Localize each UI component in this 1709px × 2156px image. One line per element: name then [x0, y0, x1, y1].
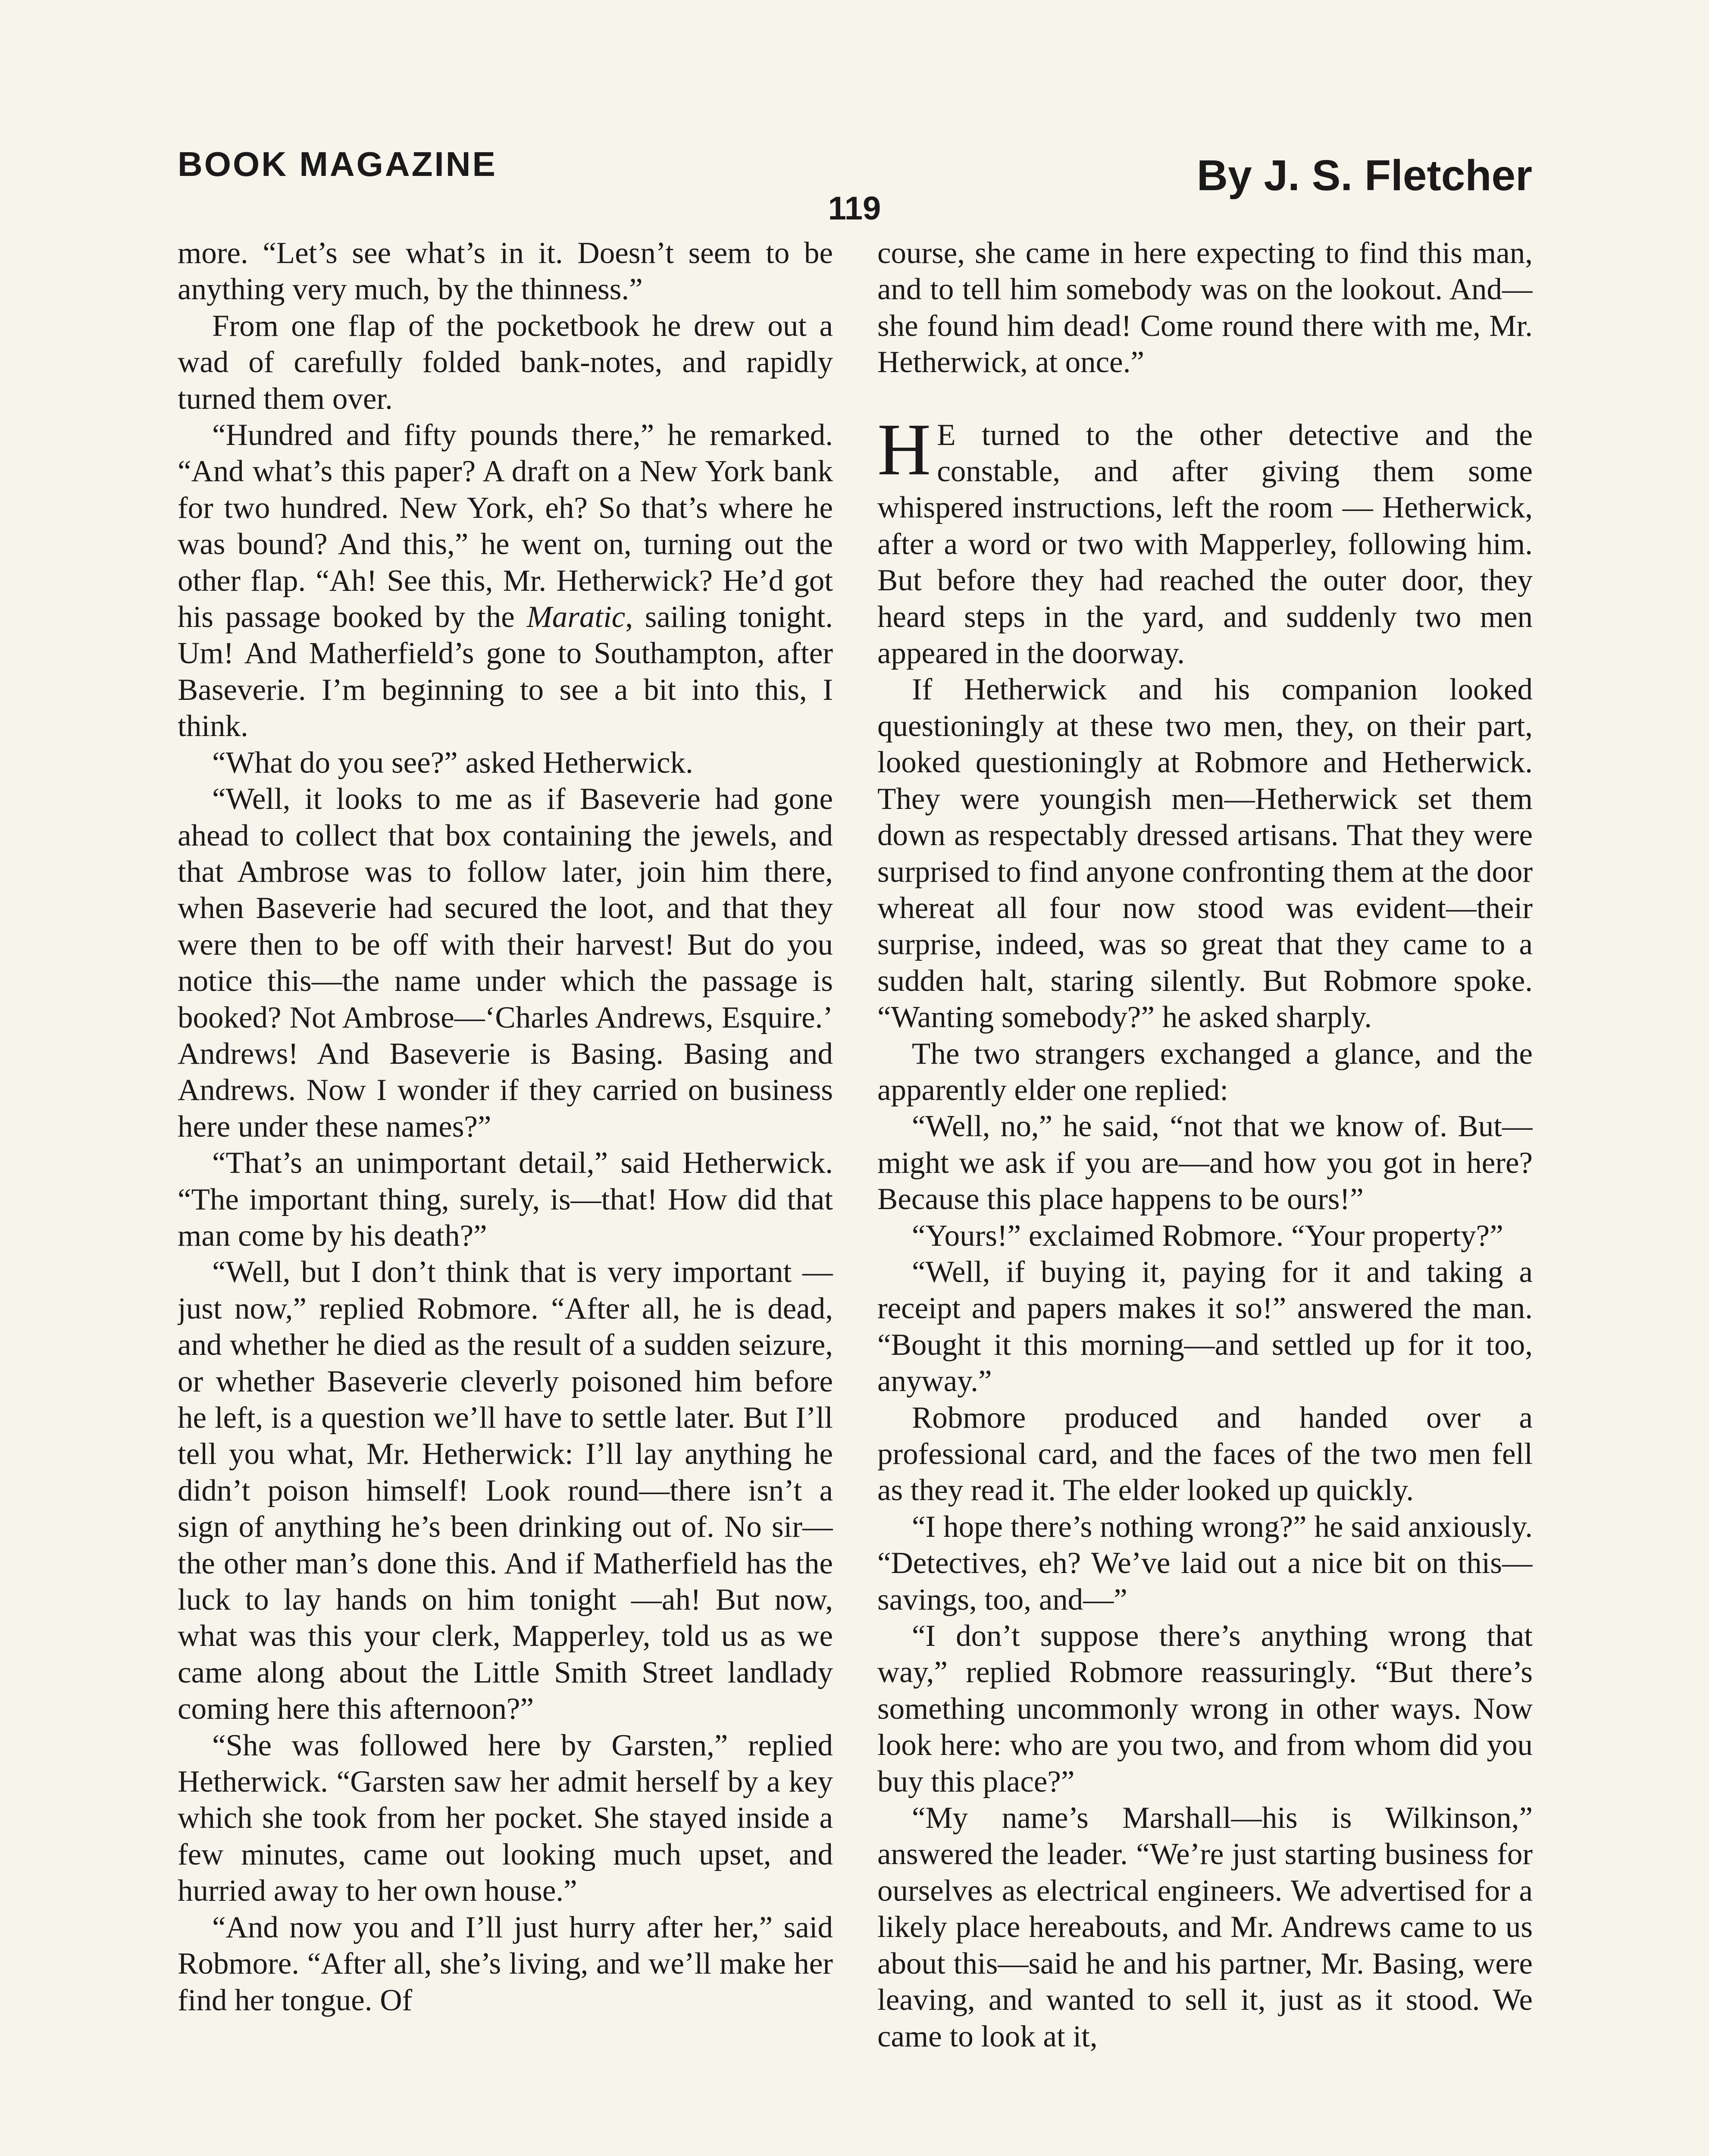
paragraph: Robmore produced and handed over a professional card, and the faces of the two men fell as they read it. The elder looked up quickly. [877, 1401, 1533, 1507]
paragraph: “I don’t suppose there’s anything wrong that way,” replied Robmore reassuringly. “But there’s something uncommonly wrong in other ways. Now look here: who are you two, and from whom did you buy this place?” [877, 1619, 1533, 1799]
author-byline: By J. S. Fletcher [1196, 151, 1532, 200]
paragraph: “Well, if buying it, paying for it and taking a receipt and papers makes it so!” answered the man. “Bought it this morning—and settled up for it too, anyway.” [877, 1255, 1533, 1398]
right-column [877, 235, 1533, 2156]
paragraph: “Well, no,” he said, “not that we know of. But—might we ask if you are—and how you got in here? Because this place happens to be ours!” [877, 1109, 1533, 1216]
page-number: 119 [828, 190, 881, 227]
paragraph: “Yours!” exclaimed Robmore. “Your property?” [912, 1219, 1503, 1253]
drop-cap: H [877, 408, 931, 491]
paragraph: “I hope there’s nothing wrong?” he said anxiously. “Detectives, eh? We’ve laid out a nice bit on this—savings, too, and—” [877, 1510, 1533, 1617]
paragraph: The two strangers exchanged a glance, and the apparently elder one replied: [877, 1037, 1533, 1107]
paragraph: “My name’s Marshall—his is Wilkinson,” answered the leader. “We’re just starting business for ourselves as electrical engineers. We advertised for a likely place hereabouts, and Mr. Andrews came to us about this—said he and his partner, Mr. Basing, were leaving, and wanted to sell it, just as it stood. We came to look at it, [877, 1801, 1533, 2053]
paragraph: “Well, it looks to me as if Baseverie had gone ahead to collect that box containing the jewels, and that Ambrose was to follow later, join him there, when Baseverie had secured the loot, and that they were then to be off with their harvest! But do you notice this—the name under which the passage is booked? Not Ambrose—‘Charles Andrews, Esquire.’ Andrews! And Baseverie is Basing. Basing and Andrews. Now I wonder if they carried on business here under these names?” [178, 782, 833, 1144]
paragraph: “Well, but I don’t think that is very important — just now,” replied Robmore. “After all, he is dead, and whether he died as the result of a sudden seizure, or whether Baseverie cleverly poisoned him before he left, is a question we’ll have to settle later. But I’ll tell you what, Mr. Hetherwick: I’ll lay anything he didn’t poison himself! Look round—there isn’t a sign of anything he’s been drinking out of. No sir—the other man’s done this. And if Matherfield has the luck to lay hands on him tonight —ah! But now, what was this your clerk, Mapperley, told us as we came along about the Little Smith Street landlady coming here this afternoon?” [178, 1255, 833, 1726]
paragraph: “Hundred and fifty pounds there,” he remarked. “And what’s this paper? A draft on a New York bank for two hundred. New York, eh? So that’s where he was bound? And this,” he went on, turning out the other flap. “Ah! See this, Mr. Hetherwick? He’d got his passage booked by the Maratic, sailing tonight. Um! And Matherfield’s gone to Southampton, after Baseverie. I’m beginning to see a bit into this, I think. [178, 418, 833, 743]
paragraph: more. “Let’s see what’s in it. Doesn’t seem to be anything very much, by the thinness.” [178, 236, 833, 307]
section-text: E turned to the other detective and the constable, and after giving them some whispered instructions, left the room — Hetherwick, after a word or two with Mapperley, following him. But before they had reached the outer door, they heard steps in the yard, and suddenly two men appeared in the doorway. [877, 418, 1533, 671]
paragraph: From one flap of the pocketbook he drew out a wad of carefully folded bank-notes, and rapidly turned them over. [178, 309, 833, 416]
paragraph: course, she came in here expecting to find this man, and to tell him somebody was on the lookout. And—she found him dead! Come round there with me, Mr. Hetherwick, at once.” [877, 236, 1533, 379]
paragraph: “What do you see?” asked Hetherwick. [212, 746, 693, 780]
left-column [178, 235, 833, 2156]
magazine-title: BOOK MAGAZINE [178, 145, 497, 183]
paragraph: If Hetherwick and his companion looked questioningly at these two men, they, on their part, looked questioningly at Robmore and Hetherwick. They were youngish men—Hetherwick set them down as respectably dressed artisans. That they were surprised to find anyone confronting them at the door whereat all four now stood was evident—their surprise, indeed, was so great that they came to a sudden halt, staring silently. But Robmore spoke. “Wanting somebody?” he asked sharply. [877, 673, 1533, 1034]
section-opening-paragraph [877, 408, 1533, 672]
paragraph: “And now you and I’ll just hurry after her,” said Robmore. “After all, she’s living, and we’ll make her find her tongue. Of [178, 1910, 833, 2017]
paragraph: “She was followed here by Garsten,” replied Hetherwick. “Garsten saw her admit herself by a key which she took from her pocket. She stayed inside a few minutes, came out looking much upset, and hurried away to her own house.” [178, 1728, 833, 1908]
paragraph: “That’s an unimportant detail,” said Hetherwick. “The important thing, surely, is—that! How did that man come by his death?” [178, 1146, 833, 1253]
